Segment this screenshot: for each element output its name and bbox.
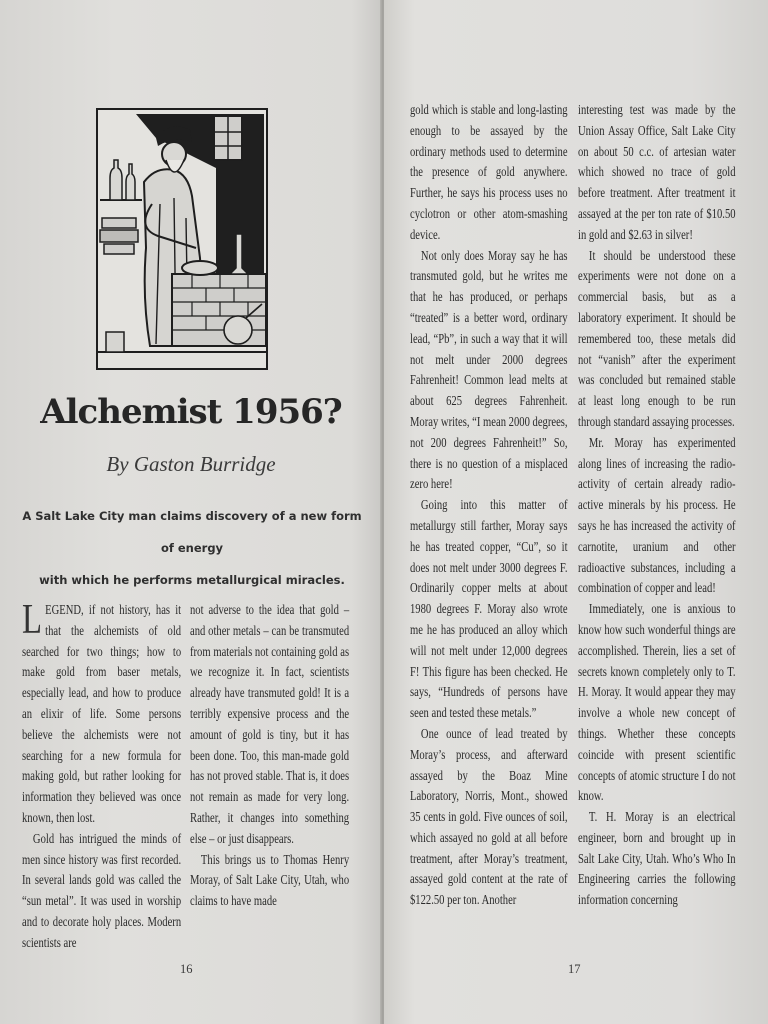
paragraph: gold which is stable and long-lasting enough to be assayed by the ordinary methods used to determine the presence of gold anywhere. Further, he says his process uses no cyclotron or other atom-smashing device. [410,102,568,242]
alchemist-illustration [96,108,268,370]
paragraph: Going into this matter of metallurgy still farther, Moray says he has treated copper, “Cu”, so it does not melt under 3000 degrees F. Ordinarily copper melts at about 1980 degrees F. Moray also wrote me he has produced an alloy which will not melt under 12,000 degrees F! This figure has been checked. He says, “Hundreds of persons have seen and tested these metals.” [410,497,568,721]
paragraph: It should be understood these experiments were not done on a commercial basis, but as a laboratory experiment. It should be remembered too, these metals did not “vanish” after the experiment was concluded but remained stable at least long enough to be run through standard assaying processes. [578,247,736,429]
page-number: 16 [180,962,193,976]
right-page [384,0,768,1024]
deck-line-1: A Salt Lake City man claims discovery of a new form of energy [22,509,362,555]
paragraph: interesting test was made by the Union Assay Office, Salt Lake City on about 50 c.c. of artesian water which showed no trace of gold before treatment. After treatment it assayed at the per ton rate of $10.50 in gold and $2.63 in silver! [578,102,736,242]
right-page-column-2 [578,100,736,911]
paragraph: This brings us to Thomas Henry Moray, of Salt Lake City, Utah, who claims to have made [190,851,350,909]
paragraph: EGEND, if not history, has it that the alchemists of old searched for two things; how to make gold from baser metals, especially lead, and how to produce an elixir of life. Some persons believe the alchemists were not searching for a new formula for making gold, but rather looking for information they believed was once known, then lost. [22,602,182,825]
right-page-column-1 [410,100,568,911]
paragraph: not adverse to the idea that gold – and other metals – can be transmuted from materials not containing gold as we recognize it. In fact, scientists already have transmuted gold! It is a terribly expensive process and the amount of gold is tiny, but it has been done. Too, this man-made gold has not proved stable. That is, it does not remain as made for very long. Rather, it changes into something else – or just disappears. [190,602,350,846]
paragraph: Not only does Moray say he has transmuted gold, but he writes me that he has produced, or perhaps “treated” is a better word, ordinary lead, “Pb”, in such a way that it will not melt under 2000 degrees Fahrenheit! Common lead melts at about 625 degrees Fahrenheit. Moray writes, “I mean 2000 degrees, not 200 degrees Fahrenheit!” So, there is no question of a misplaced zero here! [410,247,568,492]
paragraph: One ounce of lead treated by Moray’s process, and afterward assayed by the Boaz Mine Laboratory, Norris, Mont., showed 35 cents in gold. Five ounces of soil, which assayed no gold at all before treatment, after Moray’s treatment, assayed gold content at the rate of $122.50 per ton. Another [410,725,568,908]
article-deck [22,500,362,596]
article-title: Alchemist 1956? [40,392,342,432]
drop-cap: L [22,597,43,643]
deck-line-2: with which he performs metallurgical miracles. [39,573,345,587]
paragraph: Immediately, one is anxious to know how such wonderful things are accomplished. Therein, lies a set of secrets known completely only to T. H. Moray. It would appear they may involve a whole new concept of things. Whether these concepts coincide with present scientific concepts of atomic structure I do not know. [578,601,736,804]
left-page-column-1 [22,597,182,954]
paragraph: Gold has intrigued the minds of men since history was first recorded. In several lands gold was called the “sun metal”. It was used in worship and to decorate holy places. Modern scientists are [22,830,182,950]
page-number: 17 [568,962,581,976]
article-byline: By Gaston Burridge [106,452,276,476]
left-page-column-2 [190,600,349,912]
paragraph: T. H. Moray is an electrical engineer, born and brought up in Salt Lake City, Utah. Who’s Who In Engineering carries the following information concerning [578,809,736,908]
paragraph: Mr. Moray has experimented along lines of increasing the radio-activity of certain already radio-active minerals by his process. He says he has increased the activity of carnotite, uranium and other radioactive substances, including a combination of copper and lead! [578,434,736,596]
left-page [0,0,382,1024]
